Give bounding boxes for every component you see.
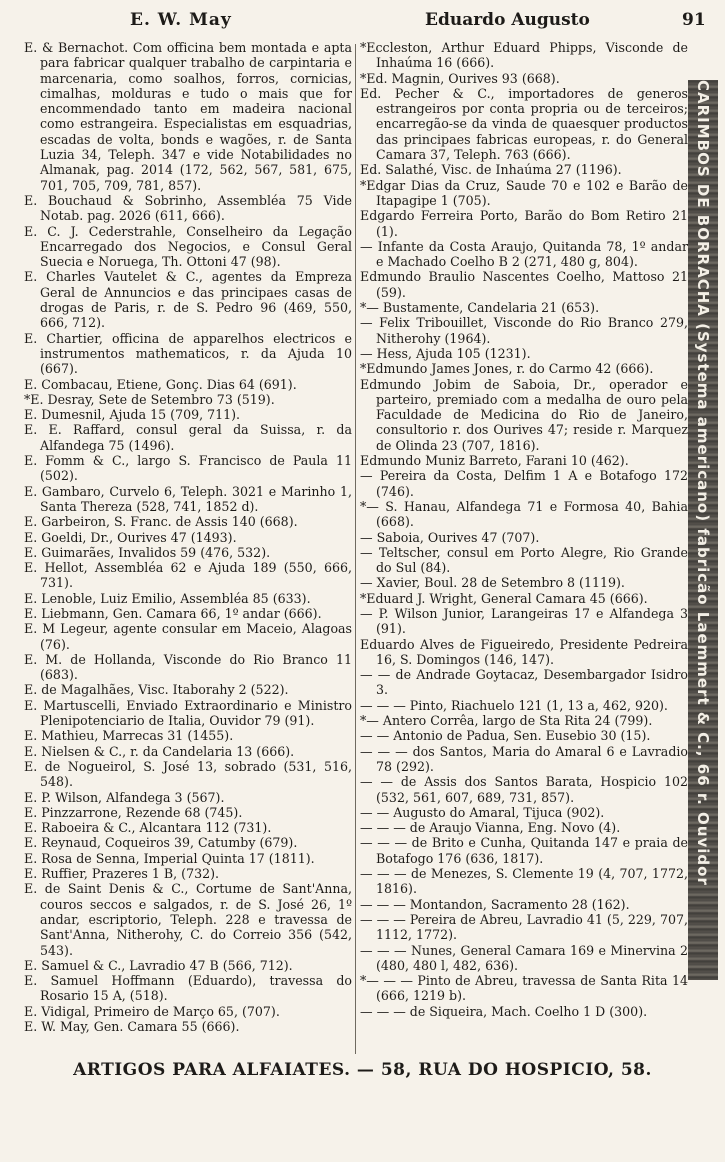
- directory-entry: Eduardo Alves de Figueiredo, Presidente Pedreira 16, S. Domingos (146, 147).: [360, 636, 688, 667]
- page-number: 91: [682, 10, 706, 30]
- directory-entry: *— Antero Corrêa, largo de Sta Rita 24 (799).: [360, 713, 653, 729]
- side-advert-text: CARIMBOS DE BORRACHA (Systema americano) fabricão Laemmert & C., 66 r. Ouvidor: [694, 80, 712, 886]
- left-running-head: E. W. May: [130, 10, 232, 30]
- directory-entry: *E. Desray, Sete de Setembro 73 (519).: [24, 391, 275, 407]
- directory-entry: *— S. Hanau, Alfandega 71 e Formosa 40, Bahia (668).: [360, 498, 688, 530]
- column-divider: [355, 44, 356, 1054]
- directory-entry: — Teltscher, consul em Porto Alegre, Rio Grande do Sul (84).: [360, 544, 688, 576]
- right-column: [360, 40, 688, 1019]
- directory-entry: Edgardo Ferreira Porto, Barão do Bom Retiro 21 (1).: [360, 208, 688, 239]
- directory-entry: — — Antonio de Padua, Sen. Eusebio 30 (15).: [360, 728, 651, 744]
- directory-entry: — — — de Siqueira, Mach. Coelho 1 D (300).: [360, 1003, 648, 1019]
- directory-entry: E. Vidigal, Primeiro de Março 65, (707).: [24, 1003, 280, 1019]
- directory-entry: — Felix Tribouillet, Visconde do Rio Branco 279, Nitherohy (1964).: [360, 315, 688, 346]
- directory-entry: — — — de Menezes, S. Clemente 19 (4, 707, 1772, 1816).: [360, 866, 688, 897]
- directory-entry: E. P. Wilson, Alfandega 3 (567).: [24, 789, 225, 805]
- directory-entry: E. Raboeira & C., Alcantara 112 (731).: [24, 820, 272, 836]
- directory-entry: E. Guimarães, Invalidos 59 (476, 532).: [24, 544, 271, 560]
- directory-entry: E. Garbeiron, S. Franc. de Assis 140 (668).: [24, 514, 298, 530]
- directory-entry: *Eccleston, Arthur Eduard Phipps, Visconde de Inhaúma 16 (666).: [360, 40, 688, 71]
- directory-entry: E. W. May, Gen. Camara 55 (666).: [24, 1019, 240, 1034]
- directory-entry: *— — — Pinto de Abreu, travessa de Santa Rita 14 (666, 1219 b).: [360, 973, 688, 1004]
- directory-entry: — — Augusto do Amaral, Tijuca (902).: [360, 804, 605, 820]
- directory-entry: Ed. Pecher & C., importadores de generos estrangeiros por conta propria ou de terceiros; encarregão-se da vinda de quaesquer productos das principaes fabricas europeas, r. do General Camara 37, Teleph. 763 (666).: [360, 85, 688, 163]
- directory-entry: E. & Bernachot. Com officina bem montada e apta para fabricar qualquer trabalho de carpintaria e marcenaria, como soalhos, forros, cornicias, cimalhas, molduras e tudo o mais que for encommendado tanto em madeira nacional como estrangeira. Especialistas em esquadrias, escadas de volta, bonds e wagões, r. de Santa Luzia 34, Teleph. 347 e vide Notabilidades no Almanak, pag. 2014 (172, 562, 567, 581, 675, 701, 705, 709, 781, 857).: [24, 40, 352, 193]
- directory-entry: E. Bouchaud & Sobrinho, Assembléa 75 Vide Notab. pag. 2026 (611, 666).: [24, 192, 352, 224]
- directory-entry: *Eduard J. Wright, General Camara 45 (666).: [360, 590, 648, 606]
- directory-entry: — Saboia, Ourives 47 (707).: [360, 529, 540, 545]
- directory-entry: — — — Nunes, General Camara 169 e Minervina 2 (480, 480 l, 482, 636).: [360, 942, 688, 973]
- directory-entry: E. Nielsen & C., r. da Candelaria 13 (666).: [24, 743, 295, 759]
- directory-entry: E. de Nogueirol, S. José 13, sobrado (531, 516, 548).: [24, 758, 352, 790]
- directory-entry: E. Fomm & C., largo S. Francisco de Paula 11 (502).: [24, 453, 352, 484]
- directory-entry: — — — Pereira de Abreu, Lavradio 41 (5, 229, 707, 1112, 1772).: [360, 911, 688, 943]
- directory-entry: E. Combacau, Etiene, Gonç. Dias 64 (691).: [24, 376, 297, 392]
- directory-entry: E. Liebmann, Gen. Camara 66, 1º andar (666).: [24, 605, 322, 621]
- directory-entry: — Infante da Costa Araujo, Quitanda 78, 1º andar e Machado Coelho B 2 (271, 480 g, 804).: [360, 238, 688, 270]
- directory-entry: *— Bustamente, Candelaria 21 (653).: [360, 300, 600, 316]
- directory-entry: E. Lenoble, Luiz Emilio, Assembléa 85 (633).: [24, 590, 311, 606]
- directory-entry: E. Charles Vautelet & C., agentes da Empreza Geral de Annuncios e das principaes casas de drogas de Paris, r. de S. Pedro 96 (469, 550, 666, 712).: [24, 269, 352, 331]
- directory-entry: E. Dumesnil, Ajuda 15 (709, 711).: [24, 407, 241, 423]
- directory-entry: — — — de Araujo Vianna, Eng. Novo (4).: [360, 820, 621, 836]
- directory-entry: *Edmundo James Jones, r. do Carmo 42 (666).: [360, 361, 654, 377]
- running-header: [0, 8, 725, 34]
- directory-entry: E. M. de Hollanda, Visconde do Rio Branco 11 (683).: [24, 651, 352, 683]
- directory-entry: *Edgar Dias da Cruz, Saude 70 e 102 e Barão de Itapagipe 1 (705).: [360, 177, 688, 208]
- left-column: [24, 40, 352, 1034]
- directory-entry: E. Ruffier, Prazeres 1 B, (732).: [24, 866, 220, 882]
- directory-entry: E. Hellot, Assembléa 62 e Ajuda 189 (550, 666, 731).: [24, 560, 352, 591]
- directory-entry: E. Martuscelli, Enviado Extraordinario e Ministro Plenipotenciario de Italia, Ouvidor 79 (91).: [24, 697, 352, 729]
- directory-entry: E. Samuel & C., Lavradio 47 B (566, 712).: [24, 957, 293, 973]
- directory-entry: Ed. Salathé, Visc. de Inhaúma 27 (1196).: [360, 162, 622, 178]
- directory-entry: *Ed. Magnin, Ourives 93 (668).: [360, 70, 560, 86]
- directory-entry: E. Rosa de Senna, Imperial Quinta 17 (1811).: [24, 850, 315, 866]
- directory-entry: Edmundo Jobim de Saboia, Dr., operador e parteiro, premiado com a medalha de ouro pela Faculdade de Medicina do Rio de Janeiro, consultorio r. dos Ourives 47; reside r. Marquez de Olinda 23 (707, 1816).: [360, 376, 688, 453]
- directory-entry: Edmundo Muniz Barreto, Farani 10 (462).: [360, 453, 629, 469]
- directory-entry: E. Chartier, officina de apparelhos electricos e instrumentos mathematicos, r. da Ajuda 10 (667).: [24, 330, 352, 377]
- directory-entry: — — — Pinto, Riachuelo 121 (1, 13 a, 462, 920).: [360, 697, 668, 713]
- directory-entry: E. Mathieu, Marrecas 31 (1455).: [24, 728, 234, 744]
- footer-advert: ARTIGOS PARA ALFAIATES. — 58, RUA DO HOSPICIO, 58.: [73, 1060, 652, 1080]
- directory-entry: — — de Andrade Goytacaz, Desembargador Isidro 3.: [360, 667, 688, 698]
- directory-entry: E. de Magalhães, Visc. Itaborahy 2 (522).: [24, 682, 289, 698]
- directory-entry: E. Samuel Hoffmann (Eduardo), travessa do Rosario 15 A, (518).: [24, 973, 352, 1004]
- directory-entry: — — — de Brito e Cunha, Quitanda 147 e praia de Botafogo 176 (636, 1817).: [360, 835, 688, 866]
- directory-entry: E. E. Raffard, consul geral da Suissa, r. da Alfandega 75 (1496).: [24, 422, 352, 453]
- directory-entry: — — — Montandon, Sacramento 28 (162).: [360, 896, 630, 912]
- directory-entry: E. de Saint Denis & C., Cortume de Sant'Anna, couros seccos e salgados, r. de S. José 26, 1º andar, escriptorio, Teleph. 228 e travessa de Sant'Anna, Nitherohy, C. do Correio 356 (542, 543).: [24, 881, 352, 958]
- directory-entry: E. Pinzzarrone, Rezende 68 (745).: [24, 804, 243, 820]
- directory-entry: E. Gambaro, Curvelo 6, Teleph. 3021 e Marinho 1, Santa Thereza (528, 741, 1852 d).: [24, 483, 352, 514]
- directory-entry: — Hess, Ajuda 105 (1231).: [360, 345, 531, 361]
- directory-entry: — Pereira da Costa, Delfim 1 A e Botafogo 172 (746).: [360, 468, 688, 499]
- directory-entry: — — — dos Santos, Maria do Amaral 6 e Lavradio 78 (292).: [360, 743, 688, 774]
- directory-entry: — P. Wilson Junior, Larangeiras 17 e Alfandega 3 (91).: [360, 605, 688, 637]
- directory-entry: E. Goeldi, Dr., Ourives 47 (1493).: [24, 529, 237, 545]
- directory-entry: Edmundo Braulio Nascentes Coelho, Mattoso 21 (59).: [360, 269, 688, 300]
- directory-entry: — — de Assis dos Santos Barata, Hospicio 102 (532, 561, 607, 689, 731, 857).: [360, 774, 688, 805]
- directory-entry: E. Reynaud, Coqueiros 39, Catumby (679).: [24, 835, 298, 851]
- directory-entry: E. M Legeur, agente consular em Maceio, Alagoas (76).: [24, 621, 352, 652]
- directory-entry: E. C. J. Cederstrahle, Conselheiro da Legação Encarregado dos Negocios, e Consul Geral Suecia e Noruega, Th. Ottoni 47 (98).: [24, 223, 352, 270]
- right-running-head: Eduardo Augusto: [425, 10, 590, 30]
- directory-entry: — Xavier, Boul. 28 de Setembro 8 (1119).: [360, 575, 625, 591]
